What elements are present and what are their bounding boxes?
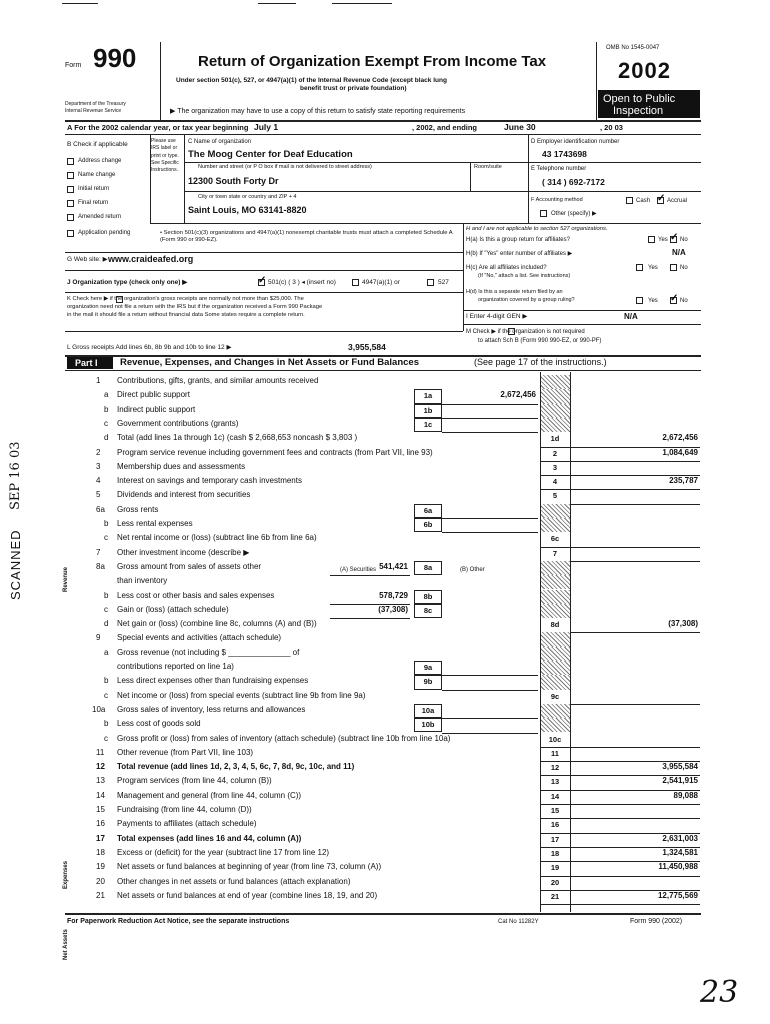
tax-year-end: June 30 [504, 122, 536, 132]
shaded-cell [541, 375, 570, 389]
line-11-label: Other revenue (from Part VII, line 103) [117, 747, 254, 757]
line-9-label: Special events and activities (attach schedule) [117, 633, 282, 643]
line-box-9c: 9c [550, 691, 560, 701]
line-box-17: 17 [550, 834, 560, 844]
part-i-label: Part I [75, 358, 98, 368]
other-method-label: Other (specify) ▶ [551, 211, 597, 217]
sub-value-rule [442, 418, 538, 419]
line-14-number: 14 [96, 790, 105, 800]
h-i-note: H and I are not applicable to section 527 organizations. [466, 226, 608, 232]
line-8a-label: Gross amount from sales of assets other [117, 561, 262, 571]
line-10a-label: Gross sales of inventory, less returns and allowances [117, 704, 306, 714]
line-d-number: d [104, 433, 109, 443]
website-label: G Web site: ▶ [67, 256, 108, 263]
line-c-number: c [104, 418, 108, 428]
org-type-label: J Organization type (check only one) ▶ [67, 279, 188, 286]
ha-no-label: No [680, 237, 688, 243]
part-i-title: Revenue, Expenses, and Changes in Net Assets or Fund Balances [120, 357, 419, 368]
line-6a-label: Gross rents [117, 504, 159, 514]
page-number-handwritten: 23 [700, 975, 739, 1010]
line-11-number: 11 [96, 747, 105, 757]
line-12-amount: 3,955,584 [662, 762, 698, 772]
line-box-11: 11 [551, 748, 559, 758]
line-b-number: b [104, 404, 109, 414]
form-number: 990 [93, 43, 137, 73]
line-box-7: 7 [552, 548, 558, 558]
check-if-applicable: B Check if applicable [67, 141, 128, 148]
line-17-amount: 2,631,003 [662, 833, 698, 843]
sub-value-rule [442, 733, 538, 734]
line-c-label: Net income or (loss) from special events (subtract line 9b from line 9a) [117, 690, 366, 700]
line-box-14: 14 [550, 791, 560, 801]
line-2-label: Program service revenue including government fees and contracts (from Part VII, line 93) [117, 447, 433, 457]
line-b-label: Less cost or other basis and sales expenses [117, 590, 275, 600]
line-8d-amount: (37,308) [668, 619, 698, 629]
form-word: Form [65, 62, 82, 69]
sub-box-label-6b: 6b [423, 520, 433, 529]
line-box-13: 13 [550, 777, 560, 787]
col-a-value-8c: (37,308) [378, 604, 408, 614]
line-4-label: Interest on savings and temporary cash investments [117, 476, 302, 486]
line-k-text-3: in the mail it should file a return without financial data Some states require a complete return. [67, 312, 305, 318]
line-m-1: M Check ▶ if the organization is not required [466, 329, 585, 335]
line-hb: H(b) If "Yes" enter number of affiliates ▶ [466, 251, 573, 257]
line-box-16: 16 [550, 820, 560, 830]
sub-box-label-10b: 10b [421, 720, 435, 730]
line-hc: H(c) Are all affiliates included? [466, 265, 547, 271]
line-4-number: 4 [96, 476, 101, 486]
line-1d-amount: 2,672,456 [662, 433, 698, 443]
department-label: Department of the Treasury [65, 101, 126, 107]
line-19-label: Net assets or fund balances at beginning of year (from line 73, column (A)) [117, 862, 382, 872]
name-change-label: Name change [78, 172, 116, 178]
line-box-21: 21 [550, 891, 560, 901]
footer-form-label: Form 990 (2002) [630, 918, 683, 925]
row-rule [540, 489, 700, 490]
line-12-label: Total revenue (add lines 1d, 2, 3, 4, 5, 6c, 7, 8d, 9c, 10c, and 11) [117, 762, 355, 772]
line-6a-number: 6a [96, 504, 105, 514]
org-name: The Moog Center for Deaf Education [188, 149, 353, 160]
line-2-number: 2 [96, 447, 101, 457]
sub-value-1a: 2,672,456 [500, 390, 536, 400]
line-c-label: Gain or (loss) (attach schedule) [117, 604, 229, 614]
line-15-number: 15 [96, 805, 105, 814]
net-assets-side-label: Net Assets [63, 929, 69, 960]
line-ha: H(a) Is this a group return for affiliates? [466, 237, 570, 243]
line-cont-label: than inventory [117, 576, 168, 586]
line-c-number: c [104, 604, 108, 614]
shaded-cell [541, 718, 570, 732]
row-rule [540, 876, 700, 877]
section-501c3-note: • Section 501(c)(3) organizations and 4947(a)(1) nonexempt charitable trusts must attach a completed Schedule A (Form 990 or 990-EZ). [160, 230, 453, 243]
line-13-number: 13 [96, 776, 105, 786]
copy-note: ▶ The organization may have to use a copy of this return to satisfy state reporting requirements [170, 108, 466, 115]
shaded-cell [541, 632, 570, 646]
shaded-cell [541, 604, 570, 618]
line-cont-label: contributions reported on line 1a) [117, 662, 234, 671]
line-b-number: b [104, 676, 109, 686]
phone-label: E Telephone number [531, 166, 587, 172]
form-subtitle: Under section 501(c), 527, or 4947(a)(1) of the Internal Revenue Code (except black lung [176, 77, 447, 84]
ein-value: 43 1743698 [542, 149, 587, 159]
accounting-method-label: F Accounting method [531, 197, 583, 203]
hc-no-label: No [680, 265, 688, 271]
hd-yes-label: Yes [648, 298, 658, 304]
line-4-amount: 235,787 [669, 476, 698, 486]
initial-return-label: Initial return [78, 186, 110, 192]
line-a-label: A For the 2002 calendar year, or tax year beginning [67, 123, 249, 132]
line-13-label: Program services (from line 44, column (B)) [117, 776, 272, 786]
4947-label: 4947(a)(1) or [362, 279, 400, 286]
hc-yes-label: Yes [648, 265, 658, 271]
line-a-mid: , 2002, and ending [412, 123, 478, 132]
line-7-number: 7 [96, 547, 101, 557]
line-7-label: Other investment income (describe ▶ [117, 547, 250, 557]
line-d-number: d [104, 619, 109, 629]
line-9-number: 9 [96, 633, 101, 643]
tax-year: 2002 [618, 58, 671, 83]
col-a-box-label-8b: 8b [423, 591, 433, 601]
line-box-8d: 8d [550, 620, 560, 630]
line-b-label: Less cost of goods sold [117, 719, 201, 729]
col-a-box-label-8c: 8c [423, 605, 433, 615]
ha-yes-label: Yes [658, 237, 668, 243]
line-box-4: 4 [552, 477, 558, 487]
line-10a-number: 10a [92, 704, 106, 714]
rule [65, 913, 701, 915]
line-c-number: c [104, 733, 108, 743]
line-18-amount: 1,324,581 [662, 847, 698, 857]
line-box-20: 20 [550, 877, 560, 887]
line-b-label: Indirect public support [117, 404, 196, 414]
line-a-number: a [104, 647, 109, 657]
col-a-rule [330, 618, 410, 619]
gen-label: I Enter 4-digit GEN ▶ [466, 313, 528, 320]
line-b-number: b [104, 719, 109, 729]
line-k-text-1: K Check here ▶ if the organization's gross receipts are normally not more than $25,000. The [67, 296, 304, 302]
line-box-1d: 1d [550, 434, 560, 444]
col-a-securities-header: (A) Securities [340, 567, 377, 573]
line-b-label: Less rental expenses [117, 519, 193, 528]
gross-receipts-label: L Gross receipts Add lines 6b, 8b 9b and 10b to line 12 ▶ [67, 344, 232, 351]
col-b-other-header: (B) Other [460, 567, 485, 573]
line-20-label: Other changes in net assets or fund balances (attach explanation) [117, 876, 351, 886]
form-title: Return of Organization Exempt From Income Tax [198, 53, 547, 70]
hb-value: N/A [672, 248, 686, 257]
shaded-cell [541, 590, 570, 604]
line-hd-2: organization covered by a group ruling? [478, 297, 575, 303]
line-3-number: 3 [96, 461, 101, 471]
sub-box-label-6a: 6a [423, 505, 433, 515]
line-12-number: 12 [96, 762, 105, 772]
org-street: 12300 South Forty Dr [188, 176, 279, 186]
line-17-label: Total expenses (add lines 16 and 44, column (A)) [117, 833, 302, 843]
row-rule [540, 904, 700, 905]
line-box-19: 19 [550, 863, 560, 873]
line-b-number: b [104, 519, 109, 528]
line-box-15: 15 [550, 806, 560, 815]
accrual-label: Accrual [667, 198, 688, 204]
sub-value-rule [442, 532, 538, 533]
application-pending-label: Application pending [78, 230, 131, 236]
amended-return-label: Amended return [78, 214, 122, 220]
line-13-amount: 2,541,915 [662, 776, 698, 786]
line-c-label: Government contributions (grants) [117, 418, 239, 428]
line-21-number: 21 [96, 890, 105, 900]
sub-box-label-9b: 9b [423, 677, 433, 687]
omb-number: OMB No 1545-0047 [606, 45, 660, 51]
line-5-number: 5 [96, 490, 101, 500]
sub-value-rule [442, 690, 538, 691]
line-2-amount: 1,084,649 [662, 447, 698, 457]
city-label: City or town state or country and ZIP + 4 [198, 194, 297, 200]
sub-box-label-1a: 1a [423, 391, 433, 401]
line-20-number: 20 [96, 876, 105, 886]
gen-value: N/A [624, 312, 638, 321]
line-1-label: Contributions, gifts, grants, and similar amounts received [117, 376, 319, 385]
row-rule [540, 547, 700, 548]
line-a-number: a [104, 390, 109, 400]
shaded-cell [541, 647, 570, 661]
please-use-irs-label: Please use IRS label or print or type. See Specific Instructions. [151, 138, 179, 174]
footer-cat-no: Cat No 11282Y [498, 919, 539, 925]
line-c-number: c [104, 533, 108, 543]
org-name-label: C Name of organization [188, 139, 252, 145]
irs-label: Internal Revenue Service [65, 108, 122, 114]
line-21-amount: 12,775,569 [657, 890, 698, 900]
shaded-cell [541, 704, 570, 718]
line-box-5: 5 [552, 491, 558, 501]
line-3-label: Membership dues and assessments [117, 461, 246, 471]
tax-year-begin: July 1 [254, 122, 279, 132]
col-a-value-8b: 578,729 [379, 590, 408, 600]
line-16-label: Payments to affiliates (attach schedule) [117, 819, 257, 829]
sub-value-rule [442, 518, 538, 519]
shaded-cell [541, 518, 570, 532]
line-5-label: Dividends and interest from securities [117, 490, 251, 500]
line-16-number: 16 [96, 819, 105, 829]
inspection-label: Inspection [613, 105, 664, 117]
col-a-rule [330, 575, 410, 576]
hd-no-label: No [680, 298, 688, 304]
form-subtitle-2: benefit trust or private foundation) [300, 85, 407, 92]
line-18-label: Excess or (deficit) for the year (subtract line 17 from line 12) [117, 847, 330, 857]
open-to-public-label: Open to Public [603, 93, 676, 105]
website-value: www.craideafed.org [108, 254, 194, 264]
line-b-number: b [104, 590, 109, 600]
row-rule [540, 461, 700, 462]
sub-value-rule [442, 404, 538, 405]
sub-value-rule [442, 432, 538, 433]
room-suite-label: Room/suite [474, 164, 502, 170]
527-label: 527 [438, 279, 449, 286]
line-c-label: Net rental income or (loss) (subtract line 6b from line 6a) [117, 533, 317, 543]
line-17-number: 17 [96, 833, 105, 843]
shaded-cell [541, 504, 570, 518]
line-18-number: 18 [96, 847, 105, 857]
line-d-label: Total (add lines 1a through 1c) (cash $ 2,668,653 noncash $ 3,803 ) [117, 433, 358, 443]
line-b-label: Less direct expenses other than fundraising expenses [117, 676, 309, 686]
row-rule [540, 818, 700, 819]
line-m-2: to attach Sch B (Form 990 990-EZ, or 990-PF) [478, 338, 602, 344]
line-box-12: 12 [550, 763, 560, 773]
line-hc-note: (If "No," attach a list. See instructions) [478, 273, 571, 279]
part-i-title-note: (See page 17 of the instructions.) [474, 357, 607, 367]
sub-box-label-1b: 1b [423, 405, 433, 415]
line-1-number: 1 [96, 376, 101, 385]
line-a-label: Gross revenue (not including $ ______________ of [117, 647, 300, 657]
line-21-label: Net assets or fund balances at end of year (combine lines 18, 19, and 20) [117, 890, 378, 900]
line-14-amount: 89,088 [673, 790, 698, 800]
shaded-cell [541, 418, 570, 432]
shaded-cell [541, 404, 570, 418]
tax-year-end-year: , 20 03 [600, 123, 623, 132]
line-d-label: Net gain or (loss) (combine line 8c, columns (A) and (B)) [117, 619, 317, 629]
final-return-label: Final return [78, 200, 109, 206]
row-rule [540, 747, 700, 748]
row-rule [540, 804, 700, 805]
line-19-number: 19 [96, 862, 105, 872]
line-box-10c: 10c [548, 734, 562, 744]
scanned-date-stamp: SEP 16 03 [8, 441, 23, 510]
sub-box-label-1c: 1c [423, 419, 433, 429]
shaded-cell [541, 575, 570, 589]
line-15-label: Fundraising (from line 44, column (D)) [117, 805, 252, 814]
ein-label: D Employer identification number [531, 139, 620, 145]
expenses-side-label: Expenses [63, 860, 69, 889]
line-a-label: Direct public support [117, 390, 190, 400]
line-k-text-2: organization need not file a return with the IRS but if the organization received a Form 990 Package [67, 304, 323, 310]
revenue-side-label: Revenue [63, 566, 69, 592]
sub-value-rule [442, 675, 538, 676]
col-a-value-8a: 541,421 [379, 561, 408, 571]
line-box-18: 18 [550, 848, 560, 858]
shaded-cell [541, 661, 570, 675]
line-c-label: Gross profit or (loss) from sales of inventory (attach schedule) (subtract line 10b from line 10a) [117, 733, 451, 743]
line-8a-number: 8a [96, 561, 105, 571]
address-change-label: Address change [78, 158, 122, 164]
phone-value: ( 314 ) 692-7172 [542, 177, 605, 187]
line-box-2: 2 [552, 448, 558, 458]
org-city: Saint Louis, MO 63141-8820 [188, 205, 307, 215]
shaded-cell [541, 675, 570, 689]
line-box-3: 3 [552, 462, 558, 472]
cash-label: Cash [636, 198, 651, 204]
line-hd-1: H(d) Is this a separate return filed by an [466, 289, 563, 295]
sub-value-rule [442, 718, 538, 719]
shaded-cell [541, 561, 570, 575]
shaded-cell [541, 389, 570, 403]
sub-box-label-9a: 9a [423, 663, 433, 672]
sub-box-label-10a: 10a [421, 705, 435, 715]
footer-paperwork-notice: For Paperwork Reduction Act Notice, see the separate instructions [67, 918, 290, 925]
501c-label: 501(c) ( 3 ) ◂ (insert no) [268, 279, 336, 286]
scanned-stamp: SCANNED [8, 529, 23, 600]
line-c-number: c [104, 690, 108, 700]
line-box-6c: 6c [550, 534, 560, 544]
line-19-amount: 11,450,988 [658, 862, 698, 872]
line-14-label: Management and general (from line 44, column (C)) [117, 790, 302, 800]
street-label: Number and street (or P O box if mail is not delivered to street address) [198, 164, 372, 170]
col-a-box-label-8a: 8a [423, 562, 433, 572]
gross-receipts-value: 3,955,584 [348, 342, 386, 352]
